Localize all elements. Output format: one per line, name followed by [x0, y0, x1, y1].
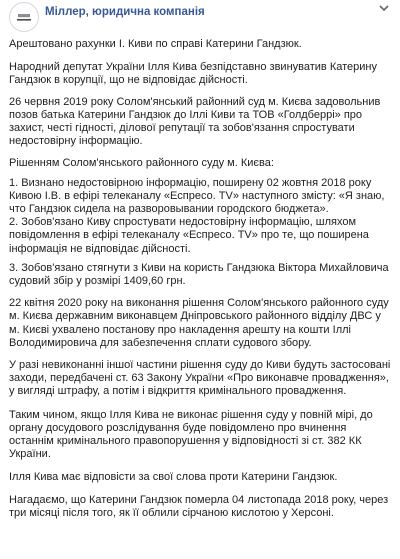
company-logo-icon	[10, 3, 38, 31]
post-paragraph: Рішенням Солом'янського районного суду м. Києва:	[9, 157, 274, 170]
post-paragraph: У разі невиконанні іншої частини рішення суду до Киви будуть застосовані заходи, передбачені ст. 63 Закону України «Про виконавче провадження», у вигляді штрафу, а потім і відкриття кримінального провадження.	[9, 359, 391, 398]
avatar[interactable]	[9, 2, 39, 32]
post-paragraph: 26 червня 2019 року Солом'янський районний суд м. Києва задовольнив позов батька Катерини Гандзюк до Іллі Киви та ТОВ «Голдберрі» про захист, честі гідності, ділової репутації та зобов'язання спростувати недостовірну інформацію.	[9, 95, 381, 148]
list-item: 2. Зобов'язано Киву спростувати недостовірну інформацію, шляхом повідомлення в ефірі телеканалу «Еспресо. TV» про те, що поширена інформація не відповідає дійсності.	[9, 216, 369, 255]
post-paragraph: Таким чином, якщо Ілля Кива не виконає рішення суду у повній мірі, до органу досудового розслідування буде повідомлено про вчинення останнім кримінального правопорушення у відповідності зі ст. 382 КК України.	[9, 408, 373, 461]
post-paragraph: Ілля Кива має відповісти за свої слова проти Катерини Гандзюк.	[9, 471, 338, 484]
list-item: 1. Визнано недостовірною інформацію, поширену 02 жовтня 2018 року Кивою І.В. в ефірі телеканалу «Еспресо. TV» наступного змісту: «Я знаю, что Гандзюк сидела на разворовывании городского бюджета».	[9, 176, 385, 216]
post-paragraph: Арештовано рахунки І. Киви по справі Катерини Гандзюк.	[9, 38, 302, 50]
post-paragraph: 22 квітня 2020 року на виконання рішення Солом'янського районного суду м. Києва державним виконавцем Дніпровського районного відділу ДВС у м. Києві ухвалено постанову про накладення арешту на кошти Іллі Володимировича для забезпечення сплати судового збору.	[9, 297, 389, 349]
post-paragraph: Народний депутат України Ілля Кива безпідставно звинуватив Катерину Гандзюк в корупції, що не відповідає дійсності.	[9, 61, 377, 87]
post-paragraph: Нагадаємо, що Катерини Гандзюк померла 04 листопада 2018 року, через три місяці після того, як її облили сірчаною кислотою у Херсоні.	[9, 493, 389, 519]
post-body	[9, 38, 393, 520]
post-options-button[interactable]	[375, 2, 393, 16]
page-name-link[interactable]: Міллер, юридична компанія	[45, 6, 205, 18]
post-header	[0, 0, 400, 34]
list-item: 3. Зобов'язано стягнути з Киви на користь Гандзюка Віктора Михайловича судовий збір у розмірі 1409,60 грн.	[9, 261, 389, 288]
chevron-down-icon	[379, 5, 389, 11]
